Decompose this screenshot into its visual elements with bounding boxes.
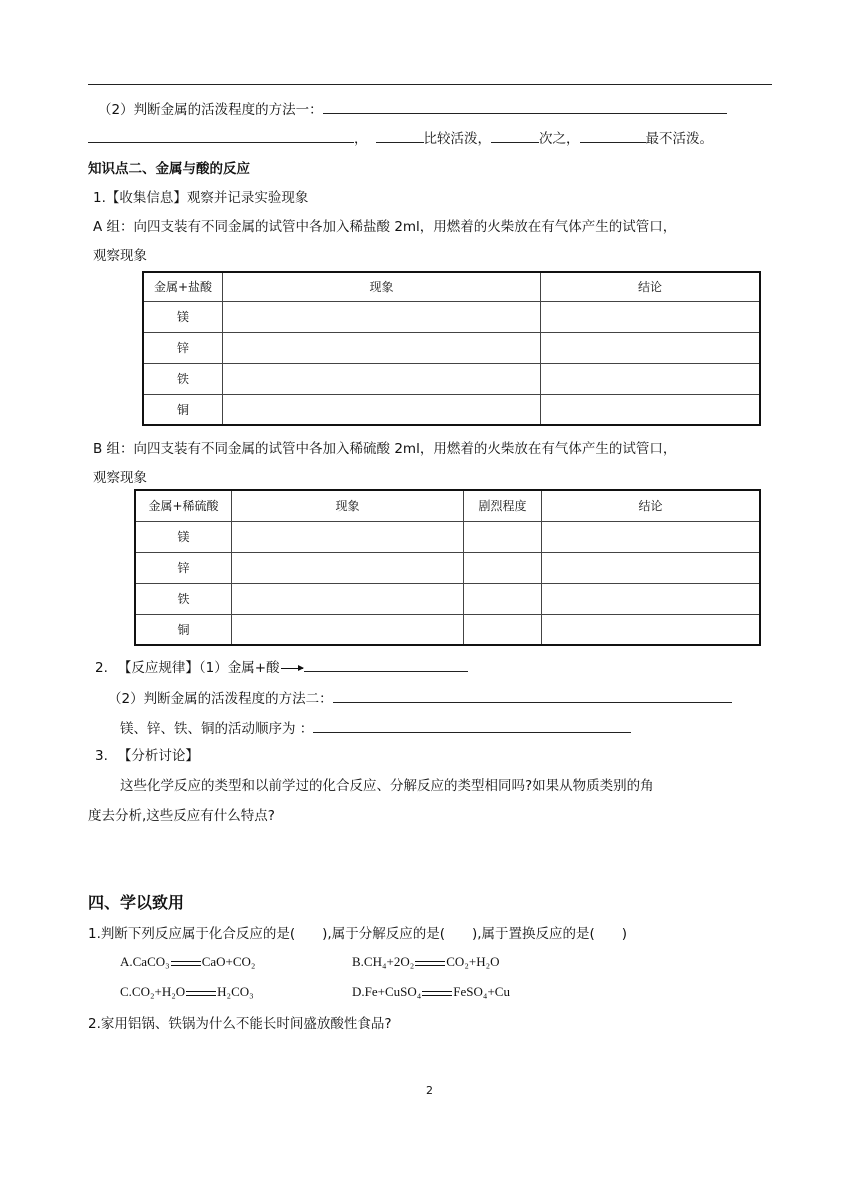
tableA-row-metal: 锌: [143, 332, 223, 363]
tableA-header-metal: 金属+盐酸: [143, 272, 223, 301]
discussion-heading: [95, 744, 199, 764]
arrow-icon: [281, 668, 303, 669]
page-number: 2: [426, 1084, 433, 1097]
more-active-text: 比较活泼，: [423, 131, 491, 147]
tableA-cell[interactable]: [541, 301, 761, 332]
discussion-line2: 度去分析,这些反应有什么特点?: [88, 808, 275, 824]
rule-blank[interactable]: [304, 657, 468, 672]
method2-blank[interactable]: [333, 688, 732, 703]
tableA-cell[interactable]: [541, 332, 761, 363]
tableA-cell[interactable]: [223, 301, 541, 332]
option-b: [352, 954, 500, 970]
order-label: 镁、锌、铁、铜的活动顺序为 ：: [120, 721, 314, 737]
discuss-bracket: 【分析讨论】: [117, 748, 199, 764]
second-text: 次之，: [539, 131, 580, 147]
option-a: [120, 954, 255, 970]
optA-label: A.: [120, 954, 133, 969]
tableB-header-intensity: 剧烈程度: [464, 490, 542, 521]
equals-sign-icon: [415, 961, 445, 966]
option-d: [352, 984, 510, 1000]
method2-label: （2）判断金属的活泼程度的方法二：: [108, 691, 333, 707]
kp2-title: 知识点二、金属与酸的反应: [88, 161, 250, 177]
tableB-header-phenomenon: 现象: [232, 490, 464, 521]
fill-least-active[interactable]: [580, 128, 646, 143]
tableB-cell[interactable]: [542, 583, 761, 614]
tableB-cell[interactable]: [232, 521, 464, 552]
tableA-header-conclusion: 结论: [541, 272, 761, 301]
tableB-cell[interactable]: [232, 552, 464, 583]
tableB-cell[interactable]: [542, 521, 761, 552]
tableB-row-metal: 锌: [135, 552, 232, 583]
q2-text: 2.家用铝锅、铁锅为什么不能长时间盛放酸性食品?: [88, 1016, 392, 1032]
option-c: [120, 984, 254, 1000]
tableB-row-metal: 铁: [135, 583, 232, 614]
least-active-text: 最不活泼。: [645, 131, 713, 147]
optC-reactants: CO₂+H₂O: [131, 984, 186, 999]
tableB-cell[interactable]: [464, 614, 542, 645]
discuss-num: 3.: [95, 748, 108, 764]
tableA-row-metal: 铁: [143, 363, 223, 394]
tableA-cell[interactable]: [541, 394, 761, 425]
tableB-cell[interactable]: [542, 552, 761, 583]
tableB-cell[interactable]: [542, 614, 761, 645]
tableB-cell[interactable]: [464, 521, 542, 552]
optD-label: D.: [352, 984, 365, 999]
optD-reactants: Fe+CuSO₄: [364, 984, 422, 999]
optA-reactants: CaCO₃: [132, 954, 170, 969]
rule-text: （1）金属+酸: [198, 660, 280, 676]
section4-title: 四、学以致用: [88, 893, 185, 912]
method1-sep: ，: [354, 131, 368, 147]
method1-blank2[interactable]: [88, 128, 354, 143]
fill-second[interactable]: [491, 128, 539, 143]
collect-bracket: 【收集信息】: [105, 190, 187, 206]
optB-products: CO₂+H₂O: [446, 954, 500, 969]
tableA-row-metal: 铜: [143, 394, 223, 425]
tableA-cell[interactable]: [223, 394, 541, 425]
method1-line2: [88, 127, 713, 147]
groupA-line2: 观察现象: [93, 248, 147, 264]
optC-label: C.: [120, 984, 132, 999]
tableA-cell[interactable]: [223, 332, 541, 363]
fill-most-active[interactable]: [376, 128, 424, 143]
groupB-line1: B 组：向四支装有不同金属的试管中各加入稀硫酸 2ml，用燃着的火柴放在有气体产生的试管口，: [93, 441, 677, 457]
tableA-cell[interactable]: [541, 363, 761, 394]
method1-line: [98, 98, 727, 118]
optB-label: B.: [352, 954, 364, 969]
rule-bracket: 【反应规律】: [117, 660, 199, 676]
header-rule: [88, 84, 772, 85]
order-blank[interactable]: [313, 718, 631, 733]
tableB-header-metal: 金属+稀硫酸: [135, 490, 232, 521]
rule-num: 2.: [95, 660, 108, 676]
collect-info: [93, 186, 308, 206]
method1-label: （2）判断金属的活泼程度的方法一：: [98, 102, 323, 118]
optB-reactants: CH₄+2O₂: [363, 954, 415, 969]
groupB-line2: 观察现象: [93, 470, 147, 486]
tableA-cell[interactable]: [223, 363, 541, 394]
groupA-line1: A 组：向四支装有不同金属的试管中各加入稀盐酸 2ml，用燃着的火柴放在有气体产生的试管口，: [93, 219, 677, 235]
table-b: [134, 489, 761, 646]
tableA-header-phenomenon: 现象: [223, 272, 541, 301]
method1-blank[interactable]: [323, 99, 727, 114]
collect-num: 1.: [93, 190, 106, 206]
optA-products: CaO+CO₂: [201, 954, 256, 969]
tableB-row-metal: 镁: [135, 521, 232, 552]
order-line: [120, 717, 631, 737]
tableB-cell[interactable]: [464, 583, 542, 614]
collect-text: 观察并记录实验现象: [186, 190, 309, 206]
tableB-header-conclusion: 结论: [542, 490, 761, 521]
tableB-cell[interactable]: [232, 614, 464, 645]
tableA-row-metal: 镁: [143, 301, 223, 332]
reaction-rule: [95, 656, 468, 676]
equals-sign-icon: [422, 991, 452, 996]
optC-products: H₂CO₃: [217, 984, 254, 999]
tableB-cell[interactable]: [232, 583, 464, 614]
table-a: [142, 271, 761, 426]
equals-sign-icon: [171, 961, 201, 966]
tableB-cell[interactable]: [464, 552, 542, 583]
method2-line: [108, 687, 732, 707]
optD-products: FeSO₄+Cu: [453, 984, 510, 999]
tableB-row-metal: 铜: [135, 614, 232, 645]
equals-sign-icon: [186, 991, 216, 996]
q1-text: 1.判断下列反应属于化合反应的是( ),属于分解反应的是( ),属于置换反应的是( ): [88, 926, 628, 942]
discussion-line1: 这些化学反应的类型和以前学过的化合反应、分解反应的类型相同吗?如果从物质类别的角: [120, 778, 654, 794]
